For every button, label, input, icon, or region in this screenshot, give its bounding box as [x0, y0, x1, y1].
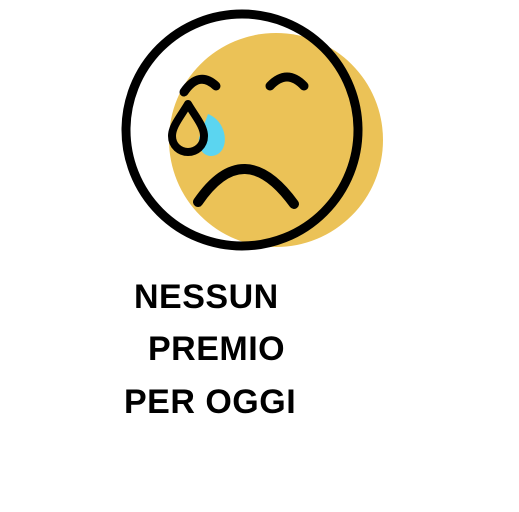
message-line-3: PER OGGI: [124, 383, 297, 421]
message-line-2: PREMIO: [148, 330, 286, 368]
message-line-1: NESSUN: [134, 278, 279, 316]
